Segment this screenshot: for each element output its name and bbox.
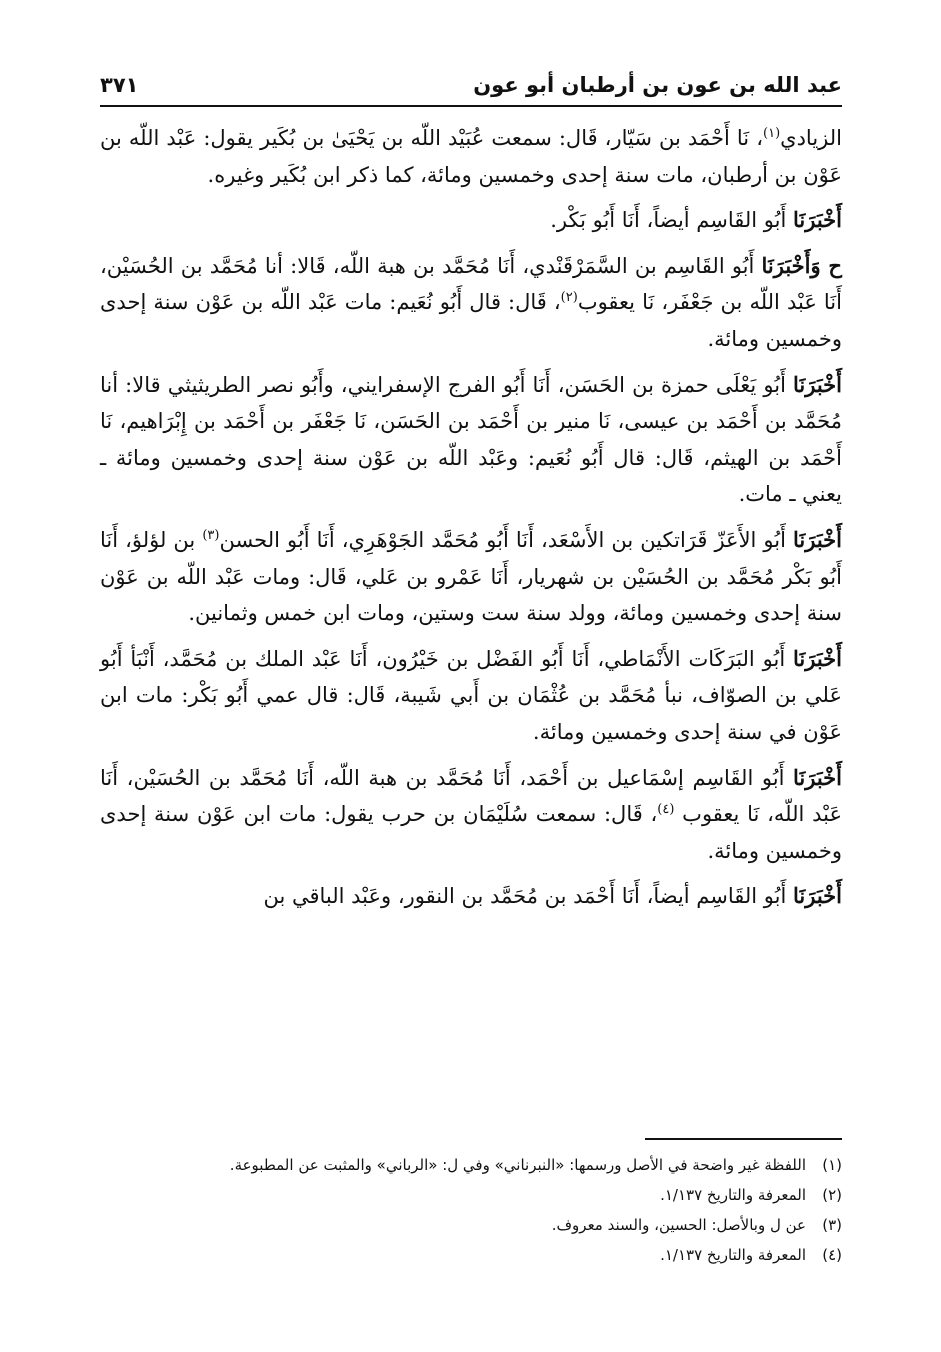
main-text (100, 120, 842, 924)
footnote-3 (100, 1210, 842, 1240)
paragraph-2: أَخْبَرَنَا أَبُو القَاسِم أيضاً، أَنَا أَبُو بَكْر. (550, 207, 842, 233)
page-number: ٣٧١ (100, 73, 139, 97)
footnote-ref-1: (١) (763, 126, 781, 141)
header-divider (100, 105, 842, 107)
lead-word: أَخْبَرَنَا (793, 764, 842, 790)
footnotes (100, 1150, 842, 1270)
footnote-ref-2: (٢) (560, 290, 578, 306)
footnote-4 (100, 1240, 842, 1270)
lead-word: أَخْبَرَنَا (793, 883, 842, 909)
paragraph-5: أَخْبَرَنَا أَبُو الأَعَزّ قَرَاتكين بن الأَسْعَد، أَنَا أَبُو مُحَمَّد الجَوْهَرِي، أَنَا أَبُو الحسن$^{(٣)}$ بن لؤلؤ، أَنَا أَبُو بَكْر مُحَمَّد بن الحُسَيْن بن شهريار، أَنَا عَمْرو بن عَلي، قَال: ومات عَبْد اللّه بن عَوْن سنة إحدى وخمسين ومائة، وولد سنة ست وستين، ومات ابن خمس وثمانين. (100, 526, 842, 626)
footnote-text: عن ل وبالأصل: الحسين، والسند معروف. (551, 1216, 806, 1234)
footnote-text: المعرفة والتاريخ ١/١٣٧. (660, 1246, 806, 1264)
paragraph-8: أَخْبَرَنَا أَبُو القَاسِم أيضاً، أَنَا أَحْمَد بن مُحَمَّد بن النقور، وعَبْد الباقي بن (263, 883, 842, 909)
paragraph-1: الزيادي$^{(١)}$، نَا أَحْمَد بن سَيّار، قَال: سمعت عُبَيْد اللّه بن يَحْيَىٰ بن بُكَير يقول: عَبْد اللّه بن عَوْن بن أرطبان، مات سنة إحدى وخمسين ومائة، كما ذكر ابن بُكَير وغيره. (100, 126, 842, 187)
footnote-divider (645, 1138, 842, 1140)
footnote-number: (٤) (822, 1246, 842, 1264)
lead-word: أَخْبَرَنَا (793, 371, 842, 397)
footnote-number: (١) (822, 1156, 842, 1174)
footnote-text: المعرفة والتاريخ ١/١٣٧. (660, 1186, 806, 1204)
paragraph-4: أَخْبَرَنَا أَبُو يَعْلَى حمزة بن الحَسَن، أَنَا أَبُو الفرج الإسفرايني، وأَبُو نصر الطريثيثي قالا: أنا مُحَمَّد بن أَحْمَد بن عيسى، نَا منير بن أَحْمَد بن الحَسَن، نَا جَعْفَر بن أَحْمَد بن إِبْرَاهيم، نَا أَحْمَد بن الهيثم، قَال: قال أَبُو نُعَيم: وعَبْد اللّه بن عَوْن سنة إحدى وخمسين ومائة ـ يعني ـ مات. (100, 371, 842, 507)
footnote-text: اللفظة غير واضحة في الأصل ورسمها: «النبرناني» وفي ل: «الرباني» والمثبت عن المطبوعة. (229, 1156, 806, 1174)
paragraph-6: أَخْبَرَنَا أَبُو البَرَكَات الأَنْمَاطي، أَنَا أَبُو الفَضْل بن خَيْرُون، أَنَا عَبْد الملك بن مُحَمَّد، أَنْبَأ أَبُو عَلي بن الصوّاف، نبأ مُحَمَّد بن عُثْمَان بن أَبي شَيبة، قَال: قال عمي أَبُو بَكْر: مات ابن عَوْن في سنة إحدى وخمسين ومائة. (100, 645, 842, 744)
paragraph-3: ح وَأَخْبَرَنَا أَبُو القَاسِم بن السَّمَرْقَنْدي، أَنَا مُحَمَّد بن هبة اللّه، قَالا: أنا مُحَمَّد بن الحُسَيْن، أَنَا عَبْد اللّه بن جَعْفَر، نَا يعقوب$^{(٢)}$، قَال: قال أَبُو نُعَيم: مات عَبْد اللّه بن عَوْن سنة إحدى وخمسين ومائة. (100, 252, 842, 351)
footnote-2 (100, 1180, 842, 1210)
footnote-1 (100, 1150, 842, 1180)
footnote-number: (٣) (822, 1216, 842, 1234)
footnote-ref-4: (٤) (657, 802, 675, 818)
footnote-ref-3: (٣) (202, 527, 220, 543)
lead-word: ح وَأَخْبَرَنَا (761, 252, 842, 278)
lead-word: أَخْبَرَنَا (793, 207, 842, 233)
footnote-number: (٢) (822, 1186, 842, 1204)
lead-word: أَخْبَرَنَا (793, 645, 842, 671)
header-title: عبد الله بن عون بن أرطبان أبو عون (473, 73, 842, 97)
lead-word: أَخْبَرَنَا (793, 526, 842, 552)
running-header (100, 64, 842, 106)
paragraph-7: أَخْبَرَنَا أَبُو القَاسِم إسْمَاعيل بن أَحْمَد، أَنَا مُحَمَّد بن هبة اللّه، أَنَا مُحَمَّد بن الحُسَيْن، أَنَا عَبْد اللّه، نَا يعقوب $^{(٤)}$، قَال: سمعت سُلَيْمَان بن حرب يقول: مات ابن عَوْن سنة إحدى وخمسين ومائة. (100, 764, 842, 863)
